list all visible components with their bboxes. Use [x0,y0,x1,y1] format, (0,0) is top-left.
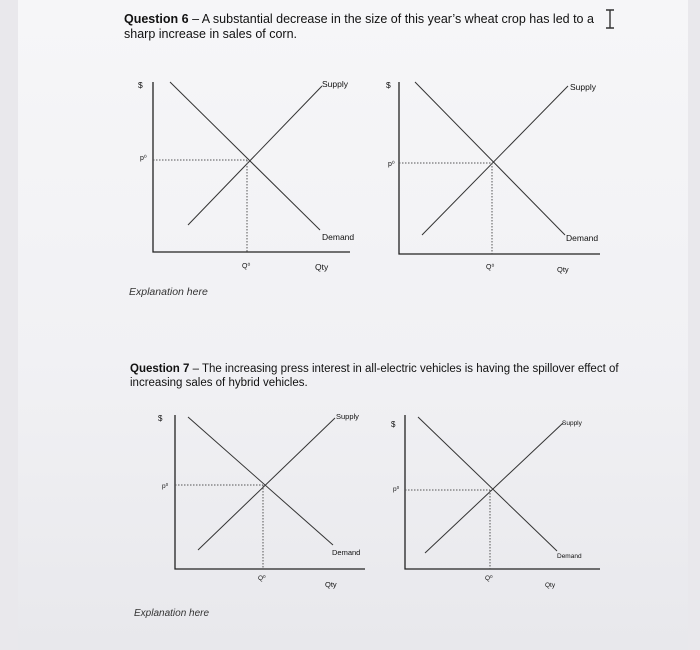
q7-left-supply-line [198,418,335,550]
q6-left-demand-label: Demand [322,232,355,242]
q7-right-demand-label: Demand [557,553,582,560]
q7-left-demand-line [188,417,333,545]
q6-left-supply-line [188,86,322,225]
q6-left-qty-label: Qty [315,262,329,272]
question-7-body: – The increasing press interest in all-electric vehicles is having the spillover effect of increasing sales of hybrid vehicles. [130,363,619,389]
q7-right-supply-label: Supply [562,420,582,427]
q7-left-supply-label: Supply [336,412,359,421]
q6-right-qty-label: Qty [557,265,569,274]
q6-right-demand-line [415,82,565,235]
q7-left-q0-label: Q⁰ [258,575,266,582]
q6-left-dollar-label: $ [138,80,143,90]
q6-right-price-label: p⁰ [388,161,395,168]
q7-right-axes [405,415,600,569]
q6-left-graph [130,70,360,280]
q7-explanation[interactable]: Explanation here [134,608,210,619]
q7-left-axes [175,415,365,569]
q7-right-price-label: p⁰ [393,486,400,493]
question-6-heading: Question 6 [124,12,189,26]
q6-explanation[interactable]: Explanation here [129,286,208,298]
q6-right-graph [380,70,610,282]
q7-left-dollar-label: $ [158,414,163,423]
q6-right-supply-line [422,86,568,235]
q6-left-demand-line [170,82,320,230]
q6-right-supply-label: Supply [570,82,596,92]
q7-right-qty-label: Qty [545,582,556,589]
q7-left-qty-label: Qty [325,580,337,589]
q7-right-demand-line [418,417,557,551]
q6-right-demand-label: Demand [566,233,599,243]
q7-right-q0-label: Q⁰ [485,575,493,582]
q7-right-graph [385,405,610,595]
q6-left-supply-label: Supply [322,79,348,89]
question-7-text [130,362,620,390]
q6-right-dollar-label: $ [386,80,391,90]
q6-left-price-label: p⁰ [140,155,147,162]
q6-right-q0-label: Q⁰ [486,264,495,271]
q7-left-demand-label: Demand [332,548,361,557]
q7-right-dollar-label: $ [391,420,396,429]
q6-left-q0-label: Q⁰ [242,263,251,270]
question-6-body: – A substantial decrease in the size of this year’s wheat crop has led to a sharp increase in sales of corn. [124,12,594,41]
q7-right-supply-line [425,423,563,553]
text-cursor-icon [603,8,617,30]
q6-left-axes [153,82,350,252]
question-7-heading: Question 7 [130,363,190,375]
q7-left-price-label: p⁰ [162,483,169,490]
q7-left-graph [150,405,375,595]
question-6-text [124,12,604,42]
